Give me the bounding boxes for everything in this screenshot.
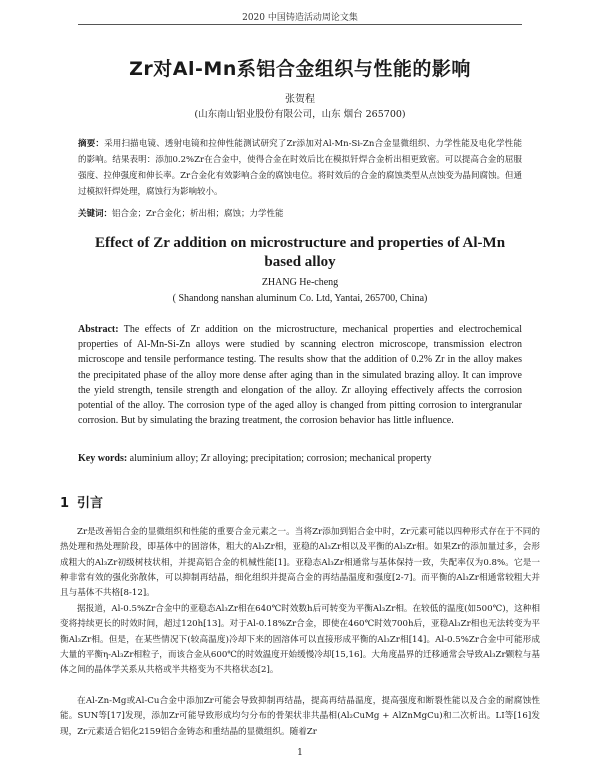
english-abstract — [78, 322, 522, 428]
chinese-author: 张贺程 — [285, 94, 315, 105]
english-abstract-text: The effects of Zr addition on the microstructure, mechanical properties and electrochemical properties of Al-Mn-Si-Zn alloys were studied by scanning electron microscope, transmission electron microscope and tensile performance testing. The results show that the addition of 0.2% Zr in the alloy makes the precipitated phase of the alloy more dense after aging than in the simulated brazing alloy. It can improve the yield strength, tensile strength and elongation of the alloy. Zr alloying effectively affects the corrosion potential of the alloy. The corrosion type of the aged alloy is changed from pitting corrosion to intergranular corrosion. But by simulating the brazing treatment, the corrosion behavior has little influence. — [78, 324, 523, 427]
english-abstract-label: Abstract: — [78, 324, 119, 335]
section-number: 1 — [60, 496, 70, 511]
body-paragraph: Zr是改善铝合金的显微组织和性能的重要合金元素之一。当将Zr添加到铝合金中时，Zr元素可能以四种形式存在于不同的热处理和热处理阶段，即基体中的固溶体，粗大的Al₃Zr相，亚稳的Al₃Zr相以及平衡的Al₃Zr相。如果Zr的添加量过多，会形成粗大的Al₃Zr初级树枝状相，并提高铝合金的机械性能[1]。亚稳态Al₃Zr相通常与基体保持一致，失配率仅为0.8%。它是一种非常有效的强化弥散体，可以抑制再结晶，细化组织并提高合金的再结晶温度和强度[2-7]。而平衡的Al₃Zr相通常较粗大并且与基体不共格[8-12]。 — [60, 527, 540, 599]
chinese-keywords-label: 关键词： — [78, 209, 113, 219]
chinese-keywords-text: 铝合金；Zr合金化；析出相；腐蚀；力学性能 — [112, 209, 284, 219]
running-head: 2020 中国铸造活动周论文集 — [242, 13, 358, 23]
chinese-abstract-label: 摘要： — [78, 139, 105, 149]
english-affiliation: ( Shandong nanshan aluminum Co. Ltd, Yantai, 265700, China) — [172, 293, 428, 304]
body-paragraph: 据报道，Al-0.5%Zr合金中的亚稳态Al₃Zr相在640℃时效数h后可转变为平衡Al₃Zr相。在较低的温度(如500℃)，这种相变将持续更长的时效时间，超过120h[13]。对于Al-0.18%Zr合金，即使在460℃时效700h后，亚稳Al₃Zr相也无法转变为平衡Al₃Zr相。但是，在某些情况下(较高温度)冷却下来的固溶体可以直接形成平衡的Al₃Zr相[14]。Al-0.5%Zr合金中可能形成大量的平衡η-Al₃Zr相粒子，而该合金从600℃的时效温度开始缓慢冷却[15,16]。大角度晶界的迁移通常会导致Al₃Zr颗粒与基体之间的晶体学关系从共格或半共格变为不共格状态[2]。 — [60, 604, 540, 676]
english-keywords-text: aluminium alloy; Zr alloying; precipitation; corrosion; mechanical property — [129, 453, 432, 464]
section-heading — [60, 492, 111, 511]
chinese-keywords — [78, 206, 522, 222]
english-author: ZHANG He-cheng — [261, 277, 339, 288]
page-number: 1 — [297, 748, 303, 758]
body-paragraph: 在Al-Zn-Mg或Al-Cu合金中添加Zr可能会导致抑制再结晶，提高再结晶温度，提高强度和断裂性能以及合金的耐腐蚀性能。SUN等[17]发现，添加Zr可能导致形成均匀分布的骨架状非共晶相(Al₂CuMg + AlZnMgCu)和二次析出。LI等[16]发现，Zr元素适合铝化2159铝合金铸态和重结晶的显微组织。随着Zr — [60, 696, 540, 737]
chinese-affiliation: (山东南山铝业股份有限公司，山东 烟台 265700) — [194, 109, 406, 120]
english-keywords — [78, 451, 522, 466]
english-keywords-label: Key words: — [78, 453, 128, 464]
section-title: 引言 — [77, 496, 104, 511]
chinese-abstract — [78, 136, 522, 200]
english-title: Effect of Zr addition on microstructure and properties of Al-Mn based alloy — [94, 235, 506, 270]
header-rule — [78, 24, 522, 25]
chinese-title: Zr对Al-Mn系铝合金组织与性能的影响 — [129, 58, 471, 80]
chinese-abstract-text: 采用扫描电镜、透射电镜和拉伸性能测试研究了Zr添加对Al-Mn-Si-Zn合金显微组织、力学性能及电化学性能的影响。结果表明：添加0.2%Zr在合金中，使得合金在时效后比在模拟钎焊合金析出相更致密。可以提高合金的屈服强度、拉伸强度和伸长率。Zr合金化有效影响合金的腐蚀电位。将时效后的合金的腐蚀类型从点蚀变为晶间腐蚀。但通过模拟钎焊处理，腐蚀行为影响较小。 — [78, 139, 522, 197]
